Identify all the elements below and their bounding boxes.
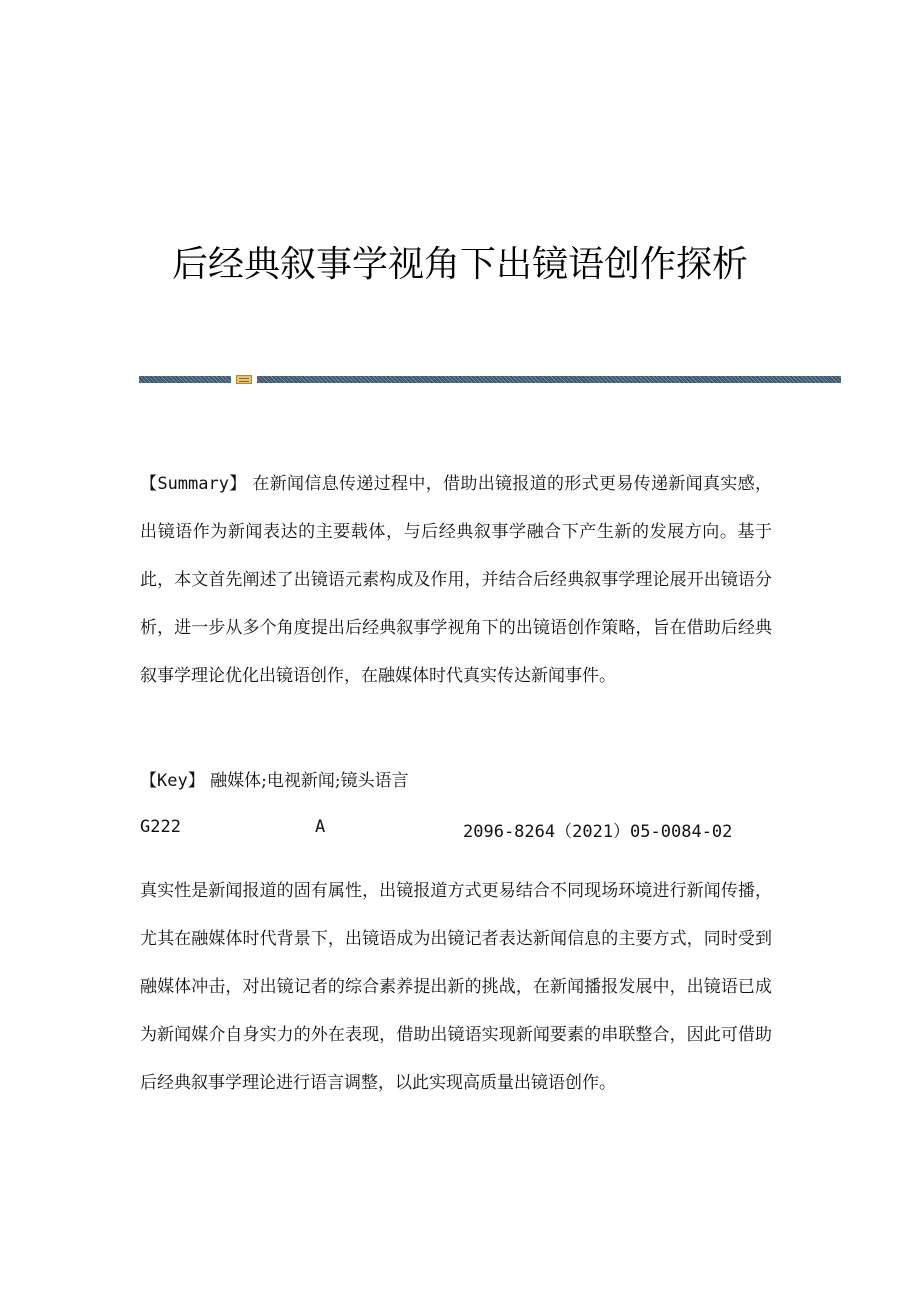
document-code: A [315,817,326,837]
article-number: 2096-8264（2021）05-0084-02 [463,822,733,842]
body-paragraph: 真实性是新闻报道的固有属性，出镜报道方式更易结合不同现场环境进行新闻传播，尤其在融媒体时代背景下，出镜语成为出镜记者表达新闻信息的主要方式，同时受到融媒体冲击，对出镜记者的综合素养提出新的挑战，在新闻播报发展中，出镜语已成为新闻媒介自身实力的外在表现，借助出镜语实现新闻要素的串联整合，因此可借助后经典叙事学理论进行语言调整，以此实现高质量出镜语创作。 [140,881,772,1093]
title-divider [139,375,841,384]
divider-bar-right [257,376,841,383]
divider-bar-left [139,376,231,383]
summary-text: 在新闻信息传递过程中，借助出镜报道的形式更易传递新闻真实感，出镜语作为新闻表达的主要载体，与后经典叙事学融合下产生新的发展方向。基于此，本文首先阐述了出镜语元素构成及作用，并结合后经典叙事学理论展开出镜语分析，进一步从多个角度提出后经典叙事学视角下的出镜语创作策略，旨在借助后经典叙事学理论优化出镜语创作，在融媒体时代真实传达新闻事件。 [140,474,773,686]
document-title: 后经典叙事学视角下出镜语创作探析 [171,244,748,286]
classification-row [140,817,780,847]
summary-label: 【Summary】 [140,474,247,494]
keywords-paragraph [140,757,772,805]
document-badge-icon [236,375,252,384]
clc-number: G222 [140,817,181,837]
keywords-label: 【Key】 [140,771,205,791]
keywords-text: 融媒体;电视新闻;镜头语言 [210,771,409,791]
summary-paragraph [140,460,772,700]
